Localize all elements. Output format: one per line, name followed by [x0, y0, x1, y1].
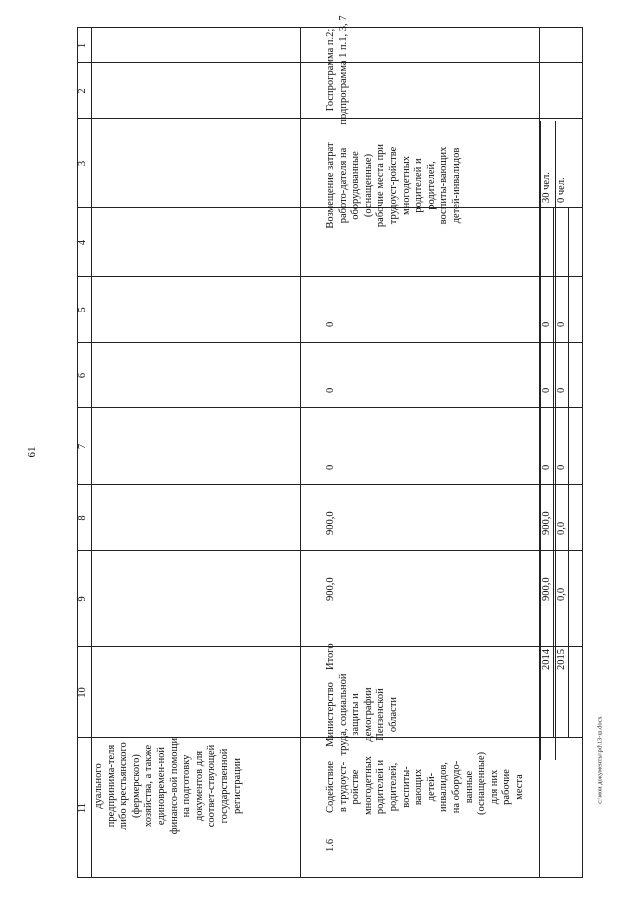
y2015-col6: 0,0 — [556, 521, 567, 535]
y2014-col5: 900,0 — [541, 577, 552, 601]
colnum-10: 10 — [77, 687, 88, 698]
y2015-result: 0 чел. — [556, 177, 567, 203]
table-line — [91, 28, 92, 878]
y2015-col8: 0 — [556, 387, 567, 393]
colnum-4: 4 — [77, 239, 88, 246]
y2014-col6: 900,0 — [541, 511, 552, 535]
y2014-col9: 0 — [541, 321, 552, 327]
colnum-11: 11 — [77, 802, 88, 814]
colnum-7: 7 — [77, 443, 88, 450]
row-program: Госпрограмма п.2; подпрограмма 1 п.1, 3, 7 — [325, 15, 349, 125]
table-line — [300, 28, 301, 878]
page-number: 61 — [26, 446, 38, 458]
row-col8: 0 — [325, 387, 336, 393]
y2015-col9: 0 — [556, 321, 567, 327]
row-col5: 900,0 — [325, 577, 336, 601]
colnum-5: 5 — [77, 307, 88, 313]
colnum-1: 1 — [77, 42, 88, 49]
table-border-right — [582, 28, 583, 878]
year-row-divider — [540, 121, 541, 760]
row-executor: Министерство труда, социальной защиты и демографии Пензенской области — [325, 673, 399, 756]
year-2014: 2014 — [541, 649, 552, 670]
year-2015: 2015 — [556, 649, 567, 670]
y2014-col8: 0 — [541, 387, 552, 393]
row-total-label: Итого — [325, 643, 336, 670]
row-col7: 0 — [325, 464, 336, 470]
row-col9: 0 — [325, 321, 336, 327]
row-result: Возмещение затрат работо-дателя на оборудованные (оснащенные) рабочие места при трудоуст-ройстве многодетных родителей и родителей, воспиты-вающих детей-инвалидов — [325, 142, 462, 229]
colnum-2: 2 — [77, 88, 88, 94]
colnum-3: 3 — [77, 160, 88, 167]
y2015-col5: 0,0 — [556, 587, 567, 601]
colnum-9: 9 — [77, 596, 88, 602]
y2015-col7: 0 — [556, 464, 567, 470]
footer-path: c:\мои документы\pd\13-ш.docx — [596, 716, 604, 804]
table-border-bottom — [77, 877, 583, 878]
colnum-6: 6 — [77, 372, 88, 379]
y2014-col7: 0 — [541, 464, 552, 470]
row-col6: 900,0 — [325, 511, 336, 535]
colnum-8: 8 — [77, 515, 88, 521]
row-number: 1.6 — [325, 838, 336, 852]
year-row-divider — [555, 121, 556, 760]
cont-col2-text: дуального предпринима-теля либо крестьянского (фермерского) хозяйства, а также единовремен-ной финансо-вой помощи на подготовку документов для соответ-ствующей государственной регистрации — [93, 737, 243, 835]
row-name: Содействие в трудоуст-ройстве многодетных родителей и родителей, воспиты-вающих детей-инвалидов, на оборудо-ванные (оснащенные) для них рабочие места — [325, 751, 525, 815]
y2014-result: 30 чел. — [541, 172, 552, 203]
